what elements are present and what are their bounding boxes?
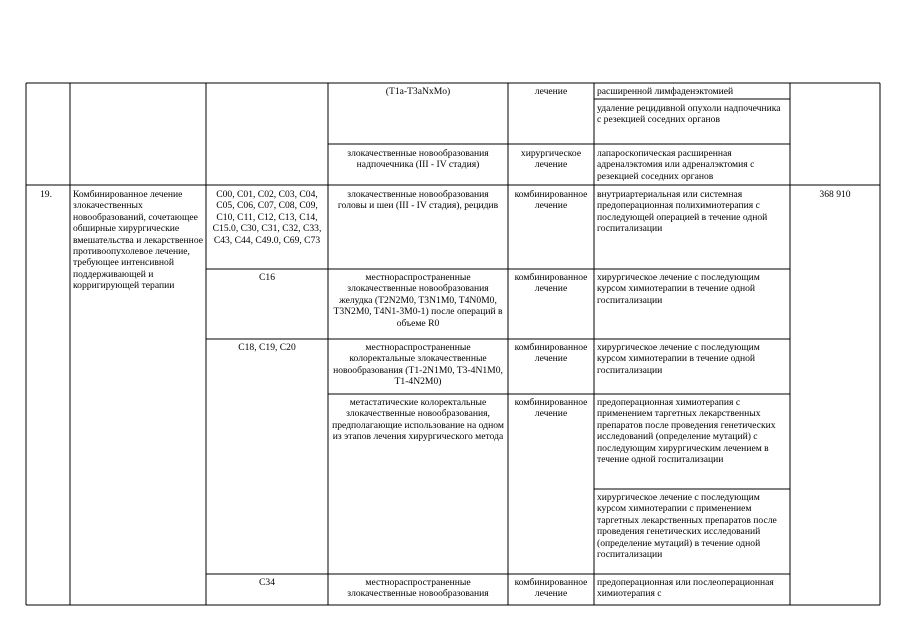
- diagnosis-colorectal-metastatic: метастатические колоректальные злокачественные новообразования, предполагающие использование на одном из этапов лечения хирургического метода: [332, 397, 504, 443]
- r0-method-2: удаление рецидивной опухоли надпочечника с резекцией соседних органов: [597, 103, 781, 126]
- codes-stomach: C16: [259, 272, 275, 283]
- diagnosis-colorectal: местнораспространенные колоректальные злокачественные новообразования (T1-2N1M0, T3-4N1M0, T1-4N2M0): [333, 342, 503, 388]
- r1-diagnosis: злокачественные новообразования надпочечника (III - IV стадия): [347, 148, 489, 171]
- treatment-lung: комбинированное лечение: [514, 577, 588, 600]
- treatment-colorectal: комбинированное лечение: [514, 342, 588, 365]
- codes-head-neck: C00, C01, C02, C03, C04, C05, C06, C07, C08, C09, C10, C11, C12, C13, C14, C15.0, C30, C31, C32, C33, C43, C44, C49.0, C69, C73: [212, 189, 322, 246]
- diagnosis-stomach: местнораспространенные злокачественные новообразования желудка (T2N2M0, T3N1M0, T4N0M0, T3N2M0, T4N1-3M0-1) после операций в объеме R0: [333, 272, 503, 329]
- method-stomach: хирургическое лечение с последующим курсом химиотерапии в течение одной госпитализации: [597, 272, 760, 306]
- price: 368 910: [819, 189, 851, 200]
- method-colorectal-metastatic-2: хирургическое лечение с последующим курсом химиотерапии с применением таргетных лекарственных препаратов после проведения генетических исследований (определение мутаций) в течение одной госпитализации: [597, 492, 777, 561]
- method-head-neck: внутриартериальная или системная предоперационная полихимиотерапия с последующей операцией в течение одной госпитализации: [597, 189, 768, 235]
- treatment-stomach: комбинированное лечение: [514, 272, 588, 295]
- group-name: Комбинированное лечение злокачественных новообразований, сочетающее обширные хирургические вмешательства и лекарственное противоопухолевое лечение, требующее интенсивной поддерживающей и корригирующей терапии: [73, 189, 203, 292]
- diagnosis-lung: местнораспространенные злокачественные новообразования: [347, 577, 489, 600]
- r0-diagnosis: (T1a-T3aNxMo): [385, 86, 451, 97]
- treatment-head-neck: комбинированное лечение: [514, 189, 588, 212]
- treatment-colorectal-metastatic: комбинированное лечение: [514, 397, 588, 420]
- row-number: 19.: [40, 189, 52, 200]
- codes-colorectal: C18, C19, C20: [238, 342, 296, 353]
- r1-method: лапароскопическая расширенная адреналэктомия или адреналэктомия с резекцией соседних органов: [597, 148, 755, 182]
- method-colorectal-metastatic-1: предоперационная химиотерапия с применением таргетных лекарственных препаратов после проведения генетических исследований (определение мутаций) с последующим хирургическим лечением в течение одной госпитализации: [597, 397, 776, 466]
- diagnosis-head-neck: злокачественные новообразования головы и шеи (III - IV стадия), рецидив: [337, 189, 499, 212]
- r0-treatment-type: лечение: [534, 86, 568, 97]
- r0-method-1: расширенной лимфаденэктомией: [597, 86, 734, 97]
- codes-lung: C34: [259, 577, 275, 588]
- r1-treatment-type: хирургическое лечение: [520, 148, 582, 171]
- method-colorectal: хирургическое лечение с последующим курсом химиотерапии в течение одной госпитализации: [597, 342, 760, 376]
- method-lung: предоперационная или послеоперационная химиотерапия с: [597, 577, 774, 600]
